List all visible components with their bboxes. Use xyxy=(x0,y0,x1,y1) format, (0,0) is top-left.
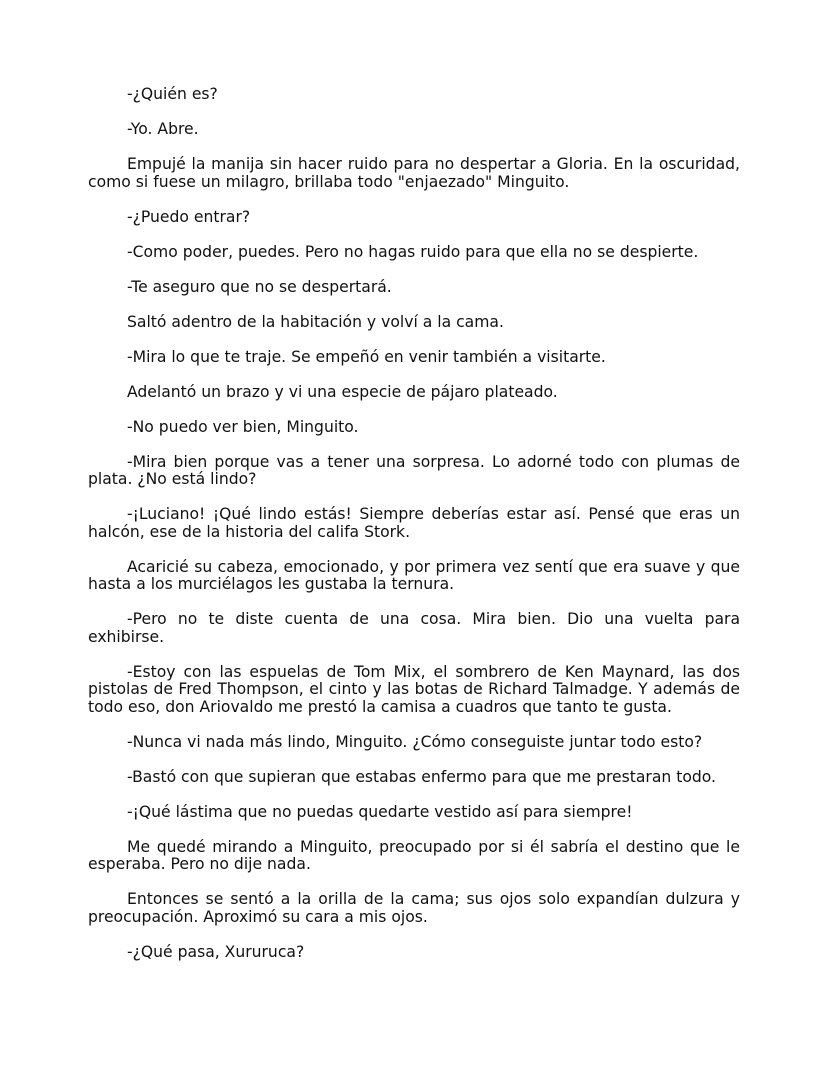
paragraph-15: -Estoy con las espuelas de Tom Mix, el sombrero de Ken Maynard, las dos pistolas de Fred Thompson, el cinto y las botas de Richard Talmadge. Y además de todo eso, don Ariovaldo me prestó la camisa a cuadros que tanto te gusta. xyxy=(88,662,740,716)
paragraph-9: Adelantó un brazo y vi una especie de pájaro plateado. xyxy=(127,382,558,401)
paragraph-11: -Mira bien porque vas a tener una sorpresa. Lo adorné todo con plumas de plata. ¿No está lindo? xyxy=(88,452,740,488)
paragraph-21: -¿Qué pasa, Xururuca? xyxy=(127,942,305,961)
document-page xyxy=(88,86,740,979)
paragraph-19: Me quedé mirando a Minguito, preocupado por si él sabría el destino que le esperaba. Pero no dije nada. xyxy=(88,837,740,873)
paragraph-20: Entonces se sentó a la orilla de la cama; sus ojos solo expandían dulzura y preocupación. Aproximó su cara a mis ojos. xyxy=(88,890,740,926)
paragraph-5: -Como poder, puedes. Pero no hagas ruido para que ella no se despierte. xyxy=(127,242,699,261)
paragraph-10: -No puedo ver bien, Minguito. xyxy=(127,417,359,436)
paragraph-18: -¡Qué lástima que no puedas quedarte vestido así para siempre! xyxy=(127,802,633,821)
paragraph-6: -Te aseguro que no se despertará. xyxy=(127,277,392,296)
paragraph-14: -Pero no te diste cuenta de una cosa. Mira bien. Dio una vuelta para exhibirse. xyxy=(88,610,740,646)
paragraph-12: -¡Luciano! ¡Qué lindo estás! Siempre deberías estar así. Pensé que eras un halcón, ese de la historia del califa Stork. xyxy=(88,505,740,541)
paragraph-13: Acaricié su cabeza, emocionado, y por primera vez sentí que era suave y que hasta a los murciélagos les gustaba la ternura. xyxy=(88,557,740,593)
paragraph-8: -Mira lo que te traje. Se empeñó en venir también a visitarte. xyxy=(127,347,606,366)
paragraph-17: -Bastó con que supieran que estabas enfermo para que me prestaran todo. xyxy=(127,767,717,786)
paragraph-4: -¿Puedo entrar? xyxy=(127,207,251,226)
paragraph-1: -¿Quién es? xyxy=(127,85,218,103)
paragraph-7: Saltó adentro de la habitación y volví a la cama. xyxy=(127,312,504,331)
paragraph-2: -Yo. Abre. xyxy=(127,120,199,138)
paragraph-16: -Nunca vi nada más lindo, Minguito. ¿Cómo conseguiste juntar todo esto? xyxy=(127,732,703,751)
paragraph-3: Empujé la manija sin hacer ruido para no despertar a Gloria. En la oscuridad, como si fuese un milagro, brillaba todo "enjaezado" Minguito. xyxy=(88,155,740,191)
